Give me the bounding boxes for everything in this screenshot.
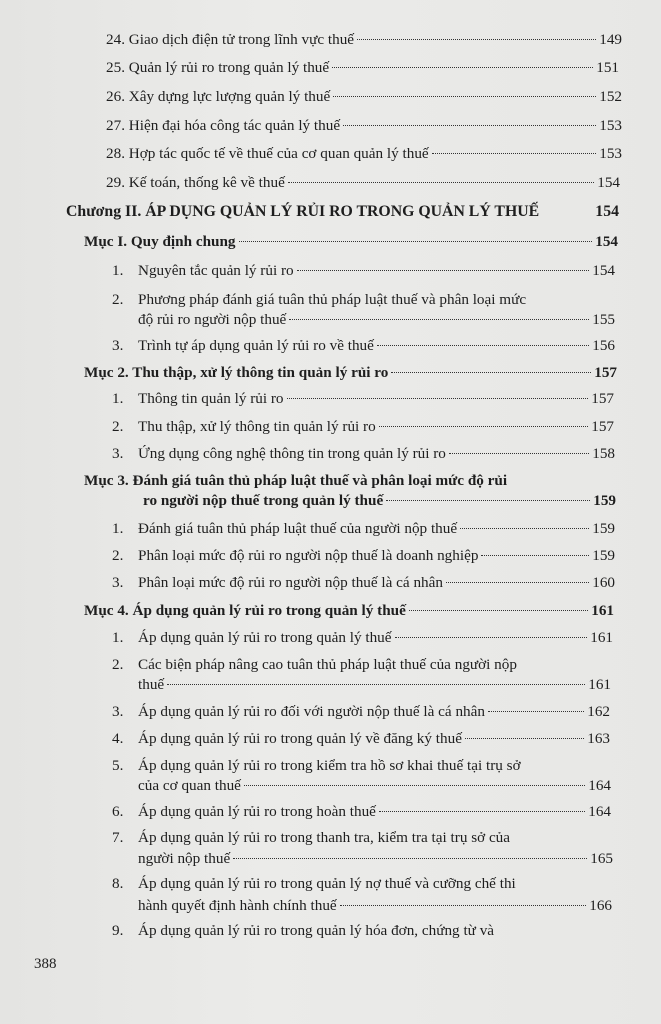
entry-text: Áp dụng quản lý rủi ro trong hoàn thuế [138, 803, 376, 820]
entry-number: 5. [112, 757, 124, 774]
toc-entry [112, 730, 610, 748]
section-heading-line2 [143, 492, 616, 510]
toc-entry [112, 390, 614, 408]
toc-entry [106, 31, 622, 49]
page-number: 165 [590, 850, 613, 867]
entry-text: Nguyên tắc quản lý rủi ro [138, 262, 294, 279]
entry-text: độ rủi ro người nộp thuế [138, 311, 287, 328]
page-number: 151 [596, 59, 619, 76]
entry-text: Áp dụng quản lý rủi ro trong quản lý thuế [138, 629, 392, 646]
page-number: 153 [599, 145, 622, 162]
toc-entry [106, 88, 622, 106]
leader-dots [449, 453, 589, 454]
toc-entry [112, 574, 615, 592]
leader-dots [167, 684, 585, 685]
leader-dots [432, 153, 597, 154]
entry-text: Áp dụng quản lý rủi ro trong kiểm tra hồ sơ khai thuế tại trụ sở [138, 757, 521, 774]
page-number: 161 [590, 629, 613, 646]
entry-text: người nộp thuế [138, 850, 231, 867]
leader-dots [488, 711, 584, 712]
section-title: Mục 3. Đánh giá tuân thủ pháp luật thuế và phân loại mức độ rủi [84, 472, 508, 489]
page-number: 159 [592, 520, 615, 537]
page-number: 157 [591, 418, 614, 435]
page-number: 154 [595, 203, 619, 220]
entry-text: Áp dụng quản lý rủi ro đối với người nộp thuế là cá nhân [138, 703, 485, 720]
toc-entry [112, 337, 615, 355]
entry-number: 6. [112, 803, 124, 820]
entry-text: Áp dụng quản lý rủi ro trong quản lý về đăng ký thuế [138, 730, 462, 747]
page-number: 162 [587, 703, 610, 720]
page-number: 160 [592, 574, 615, 591]
section-heading-line1 [84, 472, 617, 490]
page-number: 161 [591, 602, 614, 619]
leader-dots [233, 858, 587, 859]
entry-text: Ứng dụng công nghệ thông tin trong quản lý rủi ro [138, 445, 446, 462]
toc-entry [112, 803, 611, 821]
chapter-heading [66, 203, 619, 221]
toc-entry-line2 [138, 897, 612, 915]
section-heading [84, 364, 617, 382]
toc-entry-line1 [112, 291, 615, 309]
entry-text: 25. Quản lý rủi ro trong quản lý thuế [106, 59, 330, 76]
toc-entry-line1 [112, 757, 610, 775]
toc-entry [112, 629, 613, 647]
chapter-title: Chương II. ÁP DỤNG QUẢN LÝ RỦI RO TRONG QUẢN LÝ THUẾ [66, 203, 540, 220]
leader-dots [297, 270, 590, 271]
entry-number: 9. [112, 922, 124, 939]
section-title: Mục 2. Thu thập, xử lý thông tin quản lý rủi ro [84, 364, 389, 381]
page-folio: 388 [34, 956, 57, 972]
section-heading [84, 602, 614, 620]
page-number: 158 [592, 445, 615, 462]
page-number: 159 [592, 547, 615, 564]
entry-text: Phân loại mức độ rủi ro người nộp thuế là doanh nghiệp [138, 547, 479, 564]
leader-dots [465, 738, 584, 739]
entry-text: 27. Hiện đại hóa công tác quản lý thuế [106, 117, 341, 134]
toc-entry [106, 117, 622, 135]
page-number: 164 [588, 777, 611, 794]
toc-entry [112, 520, 615, 538]
toc-entry-line1 [112, 829, 611, 847]
entry-text: Trình tự áp dụng quản lý rủi ro về thuế [138, 337, 374, 354]
leader-dots [409, 610, 588, 611]
entry-text: 26. Xây dựng lực lượng quản lý thuế [106, 88, 331, 105]
entry-number: 1. [112, 262, 124, 279]
section-heading [84, 233, 618, 251]
page-number: 161 [588, 676, 611, 693]
page-number: 153 [599, 117, 622, 134]
leader-dots [287, 398, 589, 399]
toc-entry [112, 418, 614, 436]
entry-text: Áp dụng quản lý rủi ro trong quản lý hóa đơn, chứng từ và [138, 922, 495, 939]
toc-entry-line2 [138, 777, 611, 795]
toc-entry-line1 [112, 656, 613, 674]
entry-number: 3. [112, 337, 124, 354]
entry-text: Áp dụng quản lý rủi ro trong thanh tra, kiểm tra tại trụ sở của [138, 829, 511, 846]
entry-text: 24. Giao dịch điện tử trong lĩnh vực thuế [106, 31, 355, 48]
entry-number: 2. [112, 291, 124, 308]
toc-entry-line1 [112, 875, 611, 893]
entry-text: 28. Hợp tác quốc tế về thuế của cơ quan quản lý thuế [106, 145, 429, 162]
page-number: 155 [592, 311, 615, 328]
leader-dots [395, 637, 588, 638]
leader-dots [481, 555, 589, 556]
entry-text: Thu thập, xử lý thông tin quản lý rủi ro [138, 418, 376, 435]
leader-dots [446, 582, 589, 583]
leader-dots [289, 319, 589, 320]
entry-number: 2. [112, 656, 124, 673]
toc-entry [106, 174, 620, 192]
leader-dots [244, 785, 585, 786]
page-number: 163 [587, 730, 610, 747]
entry-text: Thông tin quản lý rủi ro [138, 390, 284, 407]
page-number: 154 [595, 233, 618, 250]
entry-number: 2. [112, 547, 124, 564]
page-number: 152 [599, 88, 622, 105]
toc-entry [112, 262, 615, 280]
toc-entry-line1 [112, 922, 611, 940]
page-number: 154 [592, 262, 615, 279]
entry-number: 3. [112, 703, 124, 720]
leader-dots [343, 125, 596, 126]
leader-dots [357, 39, 596, 40]
toc-entry-line2 [138, 311, 615, 329]
entry-text: thuế [138, 676, 165, 693]
leader-dots [340, 905, 587, 906]
toc-entry [112, 547, 615, 565]
leader-dots [333, 96, 596, 97]
entry-text: Phân loại mức độ rủi ro người nộp thuế là cá nhân [138, 574, 443, 591]
entry-number: 1. [112, 390, 124, 407]
section-title: Mục 4. Áp dụng quản lý rủi ro trong quản lý thuế [84, 602, 406, 619]
entry-number: 4. [112, 730, 124, 747]
toc-entry-line2 [138, 850, 613, 868]
leader-dots [460, 528, 589, 529]
page-number: 157 [594, 364, 617, 381]
page-number: 166 [589, 897, 612, 914]
entry-text: Các biện pháp nâng cao tuân thủ pháp luật thuế của người nộp [138, 656, 517, 673]
entry-number: 3. [112, 445, 124, 462]
toc-entry [112, 445, 615, 463]
leader-dots [391, 372, 591, 373]
leader-dots [386, 500, 590, 501]
entry-text: Đánh giá tuân thủ pháp luật thuế của người nộp thuế [138, 520, 458, 537]
entry-number: 8. [112, 875, 124, 892]
entry-number: 1. [112, 629, 124, 646]
entry-number: 2. [112, 418, 124, 435]
leader-dots [379, 426, 589, 427]
entry-text: 29. Kế toán, thống kê về thuế [106, 174, 285, 191]
toc-entry [112, 703, 610, 721]
leader-dots [239, 241, 593, 242]
entry-number: 7. [112, 829, 124, 846]
section-title: ro người nộp thuế trong quản lý thuế [143, 492, 384, 509]
page-number: 164 [588, 803, 611, 820]
entry-text: của cơ quan thuế [138, 777, 241, 794]
leader-dots [379, 811, 585, 812]
leader-dots [377, 345, 589, 346]
page-number: 159 [593, 492, 616, 509]
page-number: 149 [599, 31, 622, 48]
entry-text: Áp dụng quản lý rủi ro trong quản lý nợ thuế và cưỡng chế thi [138, 875, 516, 892]
section-title: Mục I. Quy định chung [84, 233, 236, 250]
leader-dots [288, 182, 594, 183]
entry-text: Phương pháp đánh giá tuân thủ pháp luật thuế và phân loại mức [138, 291, 527, 308]
toc-entry-line2 [138, 676, 611, 694]
toc-entry [106, 59, 619, 77]
page-number: 156 [592, 337, 615, 354]
entry-text: hành quyết định hành chính thuế [138, 897, 337, 914]
leader-dots [332, 67, 593, 68]
entry-number: 1. [112, 520, 124, 537]
toc-entry [106, 145, 622, 163]
page-number: 157 [591, 390, 614, 407]
entry-number: 3. [112, 574, 124, 591]
page-number: 154 [597, 174, 620, 191]
